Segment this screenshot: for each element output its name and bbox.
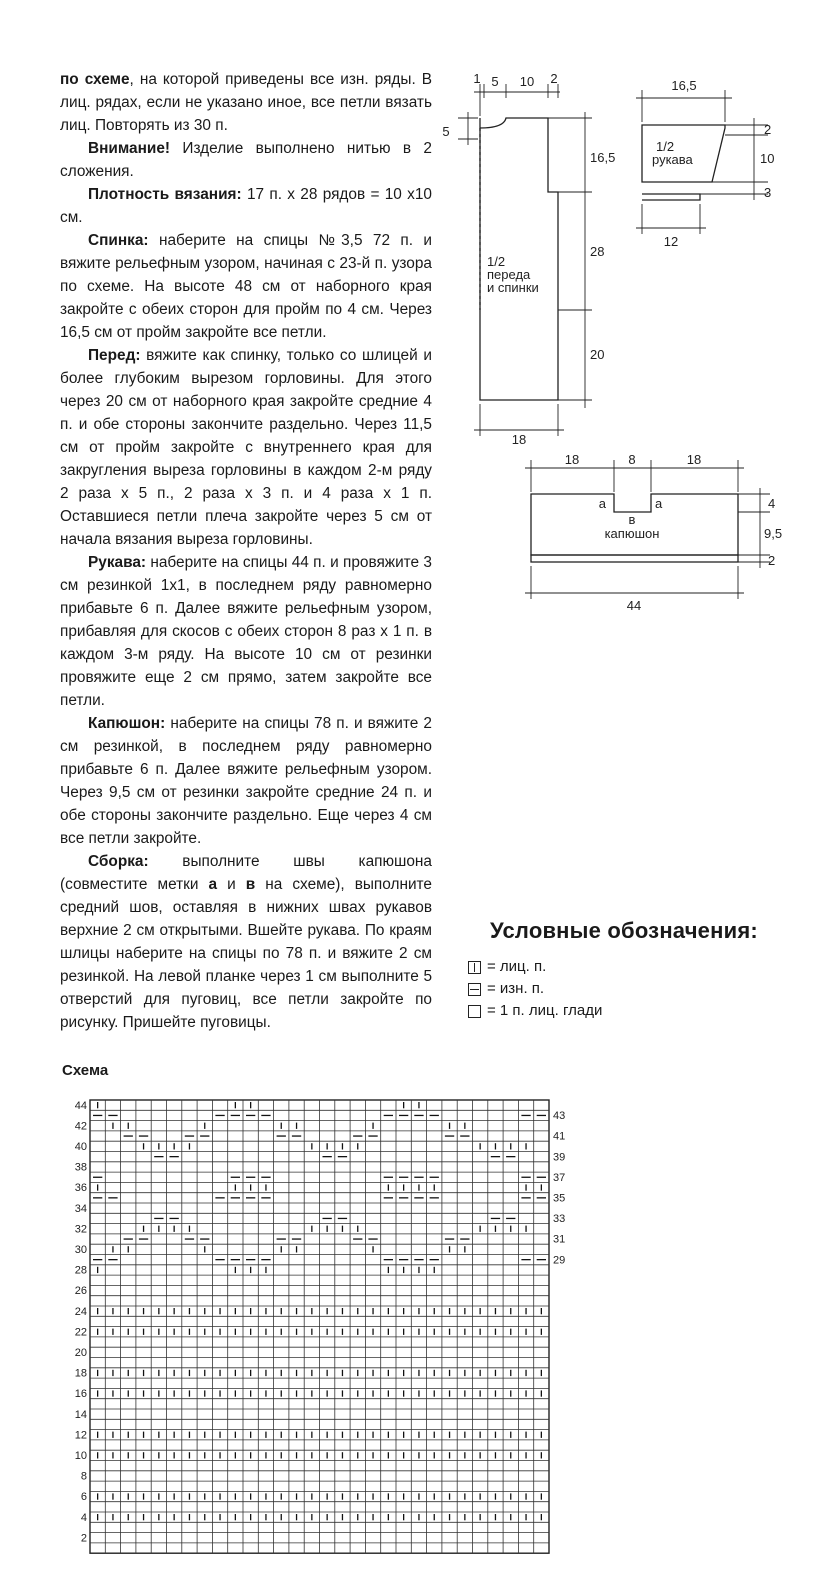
row-label-right: 43 bbox=[553, 1110, 566, 1123]
body-dim-bottom: 18 bbox=[511, 432, 527, 447]
pattern-diagrams bbox=[0, 0, 836, 640]
hood-dim-top-2: 8 bbox=[628, 452, 636, 467]
legend-title: Условные обозначения: bbox=[490, 918, 758, 943]
row-label-left: 40 bbox=[74, 1141, 87, 1153]
sleeve-dim-right-1: 2 bbox=[764, 122, 772, 137]
body-dim-right-1: 16,5 bbox=[590, 150, 616, 165]
sleeve-dim-right-2: 10 bbox=[760, 151, 775, 166]
row-label-left: 8 bbox=[80, 1470, 87, 1483]
para-scheme: по схеме, на которой приведены все изн. ряды. В лиц. рядах, если не указано иное, все петли вязать лиц. Повторять из 30 п. bbox=[60, 71, 433, 134]
legend-empty-text: = 1 п. лиц. глади bbox=[487, 1002, 603, 1019]
row-label-left: 38 bbox=[74, 1161, 87, 1174]
legend-item-purl bbox=[468, 980, 544, 998]
body-dim-right-2: 28 bbox=[590, 244, 605, 259]
row-label-left: 22 bbox=[74, 1326, 87, 1339]
row-label-left: 28 bbox=[74, 1264, 87, 1277]
row-label-left: 4 bbox=[80, 1511, 87, 1524]
row-label-left: 20 bbox=[74, 1347, 87, 1359]
sleeve-label-1: 1/2 bbox=[656, 139, 675, 154]
body-label-2: переда bbox=[487, 267, 531, 282]
row-label-right: 37 bbox=[553, 1171, 566, 1184]
hood-dim-bottom: 44 bbox=[626, 598, 642, 613]
purl-symbol-icon bbox=[468, 983, 481, 996]
stitch-chart-row-labels bbox=[75, 1100, 566, 1545]
row-label-left: 24 bbox=[74, 1305, 87, 1318]
legend-knit-text: = лиц. п. bbox=[487, 958, 547, 975]
para-assembly: Сборка: выполните швы капюшона (совместите метки а и в на схеме), выполните средний шов, оставляя в нижних швах рукавов верхние 2 см открытыми. Вшейте рукава. По краям шлицы наберите на спицы по 78 п. и вяжите 2 см резинкой. На левой планке через 1 см выполните 5 отверстий для пуговиц, все петли закройте по рисунку. Пришейте пуговицы. bbox=[60, 853, 432, 1031]
row-label-left: 32 bbox=[74, 1223, 87, 1236]
stitch-chart bbox=[60, 1090, 580, 1580]
body-label-1: 1/2 bbox=[487, 254, 506, 269]
hood-mark-b: в bbox=[628, 512, 636, 527]
body-dim-top-3: 10 bbox=[519, 74, 535, 89]
body-label-3: и спинки bbox=[487, 280, 539, 295]
hood-mark-a-left: а bbox=[598, 496, 606, 511]
row-label-right: 35 bbox=[553, 1192, 566, 1205]
sleeve-dim-bottom: 12 bbox=[663, 234, 679, 249]
row-label-left: 14 bbox=[74, 1408, 87, 1421]
para-hood: Капюшон: наберите на спицы 78 п. и вяжите 2 см резинкой, в последнем ряду равномерно прибавьте 6 п. Далее вяжите рельефным узором. Через 9,5 см от резинки закройте средние 24 п. и обе стороны закончите раздельно. Еще через 4 см все петли закройте. bbox=[60, 715, 432, 847]
body-piece-outline bbox=[458, 84, 592, 436]
legend-purl-text: = изн. п. bbox=[487, 980, 545, 997]
hood-dim-right-3: 2 bbox=[768, 553, 776, 568]
hood-mark-a-right: а bbox=[655, 496, 663, 511]
row-label-left: 6 bbox=[80, 1491, 87, 1504]
body-dim-top-2: 5 bbox=[491, 74, 499, 89]
row-label-right: 33 bbox=[553, 1213, 566, 1226]
row-label-right: 41 bbox=[553, 1130, 566, 1143]
row-label-left: 42 bbox=[74, 1120, 87, 1133]
row-label-left: 36 bbox=[74, 1182, 87, 1195]
legend-item-empty bbox=[468, 1002, 602, 1020]
row-label-right: 39 bbox=[553, 1151, 566, 1164]
hood-label: капюшон bbox=[604, 526, 660, 541]
para-gauge: Плотность вязания: 17 п. х 28 рядов = 10 х10 см. bbox=[60, 186, 432, 226]
hood-dim-right-1: 4 bbox=[768, 496, 776, 511]
hood-dim-top-3: 18 bbox=[686, 452, 702, 467]
hood-dim-right-2: 9,5 bbox=[764, 526, 783, 541]
body-dim-right-3: 20 bbox=[590, 347, 605, 362]
para-sleeves: Рукава: наберите на спицы 44 п. и провяжите 3 см резинкой 1x1, в последнем ряду равномерно прибавьте 6 п. Далее вяжите рельефным узором, прибавляя для скосов с обеих сторон 8 раз х 1 п. в каждом 3-м ряду. На высоте 10 см от резинки провяжите еще 2 см прямо, затем закройте все петли. bbox=[60, 554, 432, 709]
empty-symbol-icon bbox=[468, 1005, 481, 1018]
row-label-left: 18 bbox=[74, 1367, 87, 1380]
schema-title: Схема bbox=[62, 1062, 109, 1079]
row-label-left: 12 bbox=[74, 1429, 87, 1442]
row-label-right: 31 bbox=[553, 1233, 566, 1246]
sleeve-dim-right-3: 3 bbox=[764, 185, 772, 200]
hood-dim-top-1: 18 bbox=[564, 452, 580, 467]
row-label-left: 34 bbox=[74, 1202, 87, 1215]
sleeve-dim-top: 16,5 bbox=[671, 78, 697, 93]
body-dim-top-4: 2 bbox=[550, 71, 558, 86]
row-label-left: 30 bbox=[74, 1244, 87, 1256]
stitch-chart-grid bbox=[90, 1100, 549, 1553]
row-label-left: 16 bbox=[74, 1388, 87, 1401]
row-label-left: 10 bbox=[74, 1450, 87, 1462]
para-attention: Внимание! Изделие выполнено нитью в 2 сложения. bbox=[60, 140, 432, 180]
row-label-left: 26 bbox=[74, 1285, 87, 1298]
para-back: Спинка: наберите на спицы №3,5 72 п. и вяжите рельефным узором, начиная с 23-й п. узора по схеме. На высоте 48 см от наборного края закройте с обеих сторон для пройм по 4 см. Через 16,5 см от пройм закройте все петли. bbox=[60, 232, 432, 341]
body-dim-top-1: 1 bbox=[473, 71, 481, 86]
legend-item-knit bbox=[468, 958, 546, 976]
sleeve-label-2: рукава bbox=[652, 152, 693, 167]
body-dim-left: 5 bbox=[442, 124, 450, 139]
row-label-right: 29 bbox=[553, 1254, 566, 1267]
knit-symbol-icon bbox=[468, 961, 481, 974]
row-label-left: 2 bbox=[80, 1532, 87, 1545]
para-front: Перед: вяжите как спинку, только со шлицей и более глубоким вырезом горловины. Для этого через 20 см от наборного края закройте средние 4 п. и обе стороны закончите раздельно. Через 11,5 см от пройм закройте с внутреннего края для закругления выреза горловины в каждом 2-м ряду 2 раза х 5 п., 2 раза х 3 п. и 4 раза х 1 п. Оставшиеся петли плеча закройте через 5 см от начала вязания выреза горловины. bbox=[60, 347, 432, 548]
row-label-left: 44 bbox=[74, 1099, 87, 1112]
